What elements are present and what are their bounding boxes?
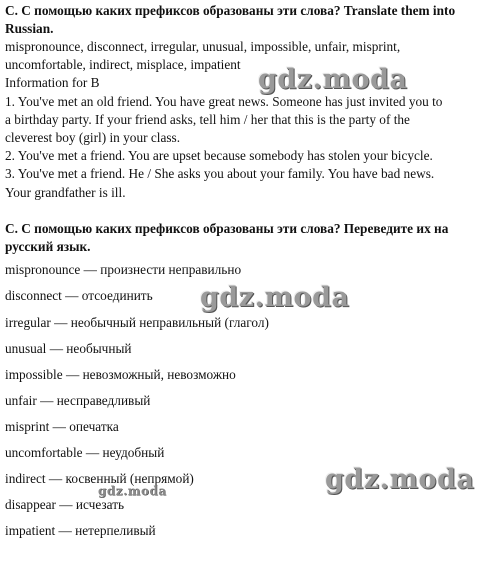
watermark: gdz.moda <box>98 484 167 498</box>
answer-line: mispronounce — произнести неправильно <box>5 262 242 277</box>
answer-line: unfair — несправедливый <box>5 393 151 408</box>
watermark: gdz.moda <box>325 464 475 495</box>
answer-line: indirect — косвенный (непрямой) <box>5 471 194 486</box>
task-item-2: 2. You've met a friend. You are upset because somebody has stolen your bicycle. <box>5 148 433 164</box>
word-list-line-1: mispronounce, disconnect, irregular, unusual, impossible, unfair, misprint, <box>5 39 401 54</box>
answer-line: disconnect — отсоединить <box>5 288 153 303</box>
task-item-1-line-2: a birthday party. If your friend asks, tell him / her that this is the party of the <box>5 111 410 127</box>
word-list-line-2: uncomfortable, indirect, misplace, impatient <box>5 57 241 73</box>
info-title: Information for B <box>5 75 100 91</box>
answer-line: uncomfortable — неудобный <box>5 445 165 460</box>
answer-line: misprint — опечатка <box>5 419 119 434</box>
task-item-1-line-1: 1. You've met an old friend. You have great news. Someone has just invited you to <box>5 93 443 109</box>
exercise-heading-ru: C. С помощью каких префиксов образованы эти слова? Переведите их на русский язык. <box>5 221 449 254</box>
answer-line: irregular — необычный неправильный (глагол) <box>5 315 269 330</box>
exercise-c-english <box>5 2 475 202</box>
task-item-1-line-3: cleverest boy (girl) in your class. <box>5 130 181 146</box>
answer-line: unusual — необычный <box>5 341 132 356</box>
answer-line: impatient — нетерпеливый <box>5 523 156 538</box>
answer-line: impossible — невозможный, невозможно <box>5 367 236 382</box>
task-item-3-line-1: 3. You've met a friend. He / She asks you about your family. You have bad news. <box>5 166 435 182</box>
task-item-3-line-2: Your grandfather is ill. <box>5 184 126 200</box>
watermark: gdz.moda <box>258 64 408 95</box>
exercise-heading: C. С помощью каких префиксов образованы эти слова? Translate them into Russian. <box>5 3 456 36</box>
watermark: gdz.moda <box>200 282 350 313</box>
answer-line: disappear — исчезать <box>5 497 125 512</box>
exercise-c-russian <box>5 220 483 256</box>
